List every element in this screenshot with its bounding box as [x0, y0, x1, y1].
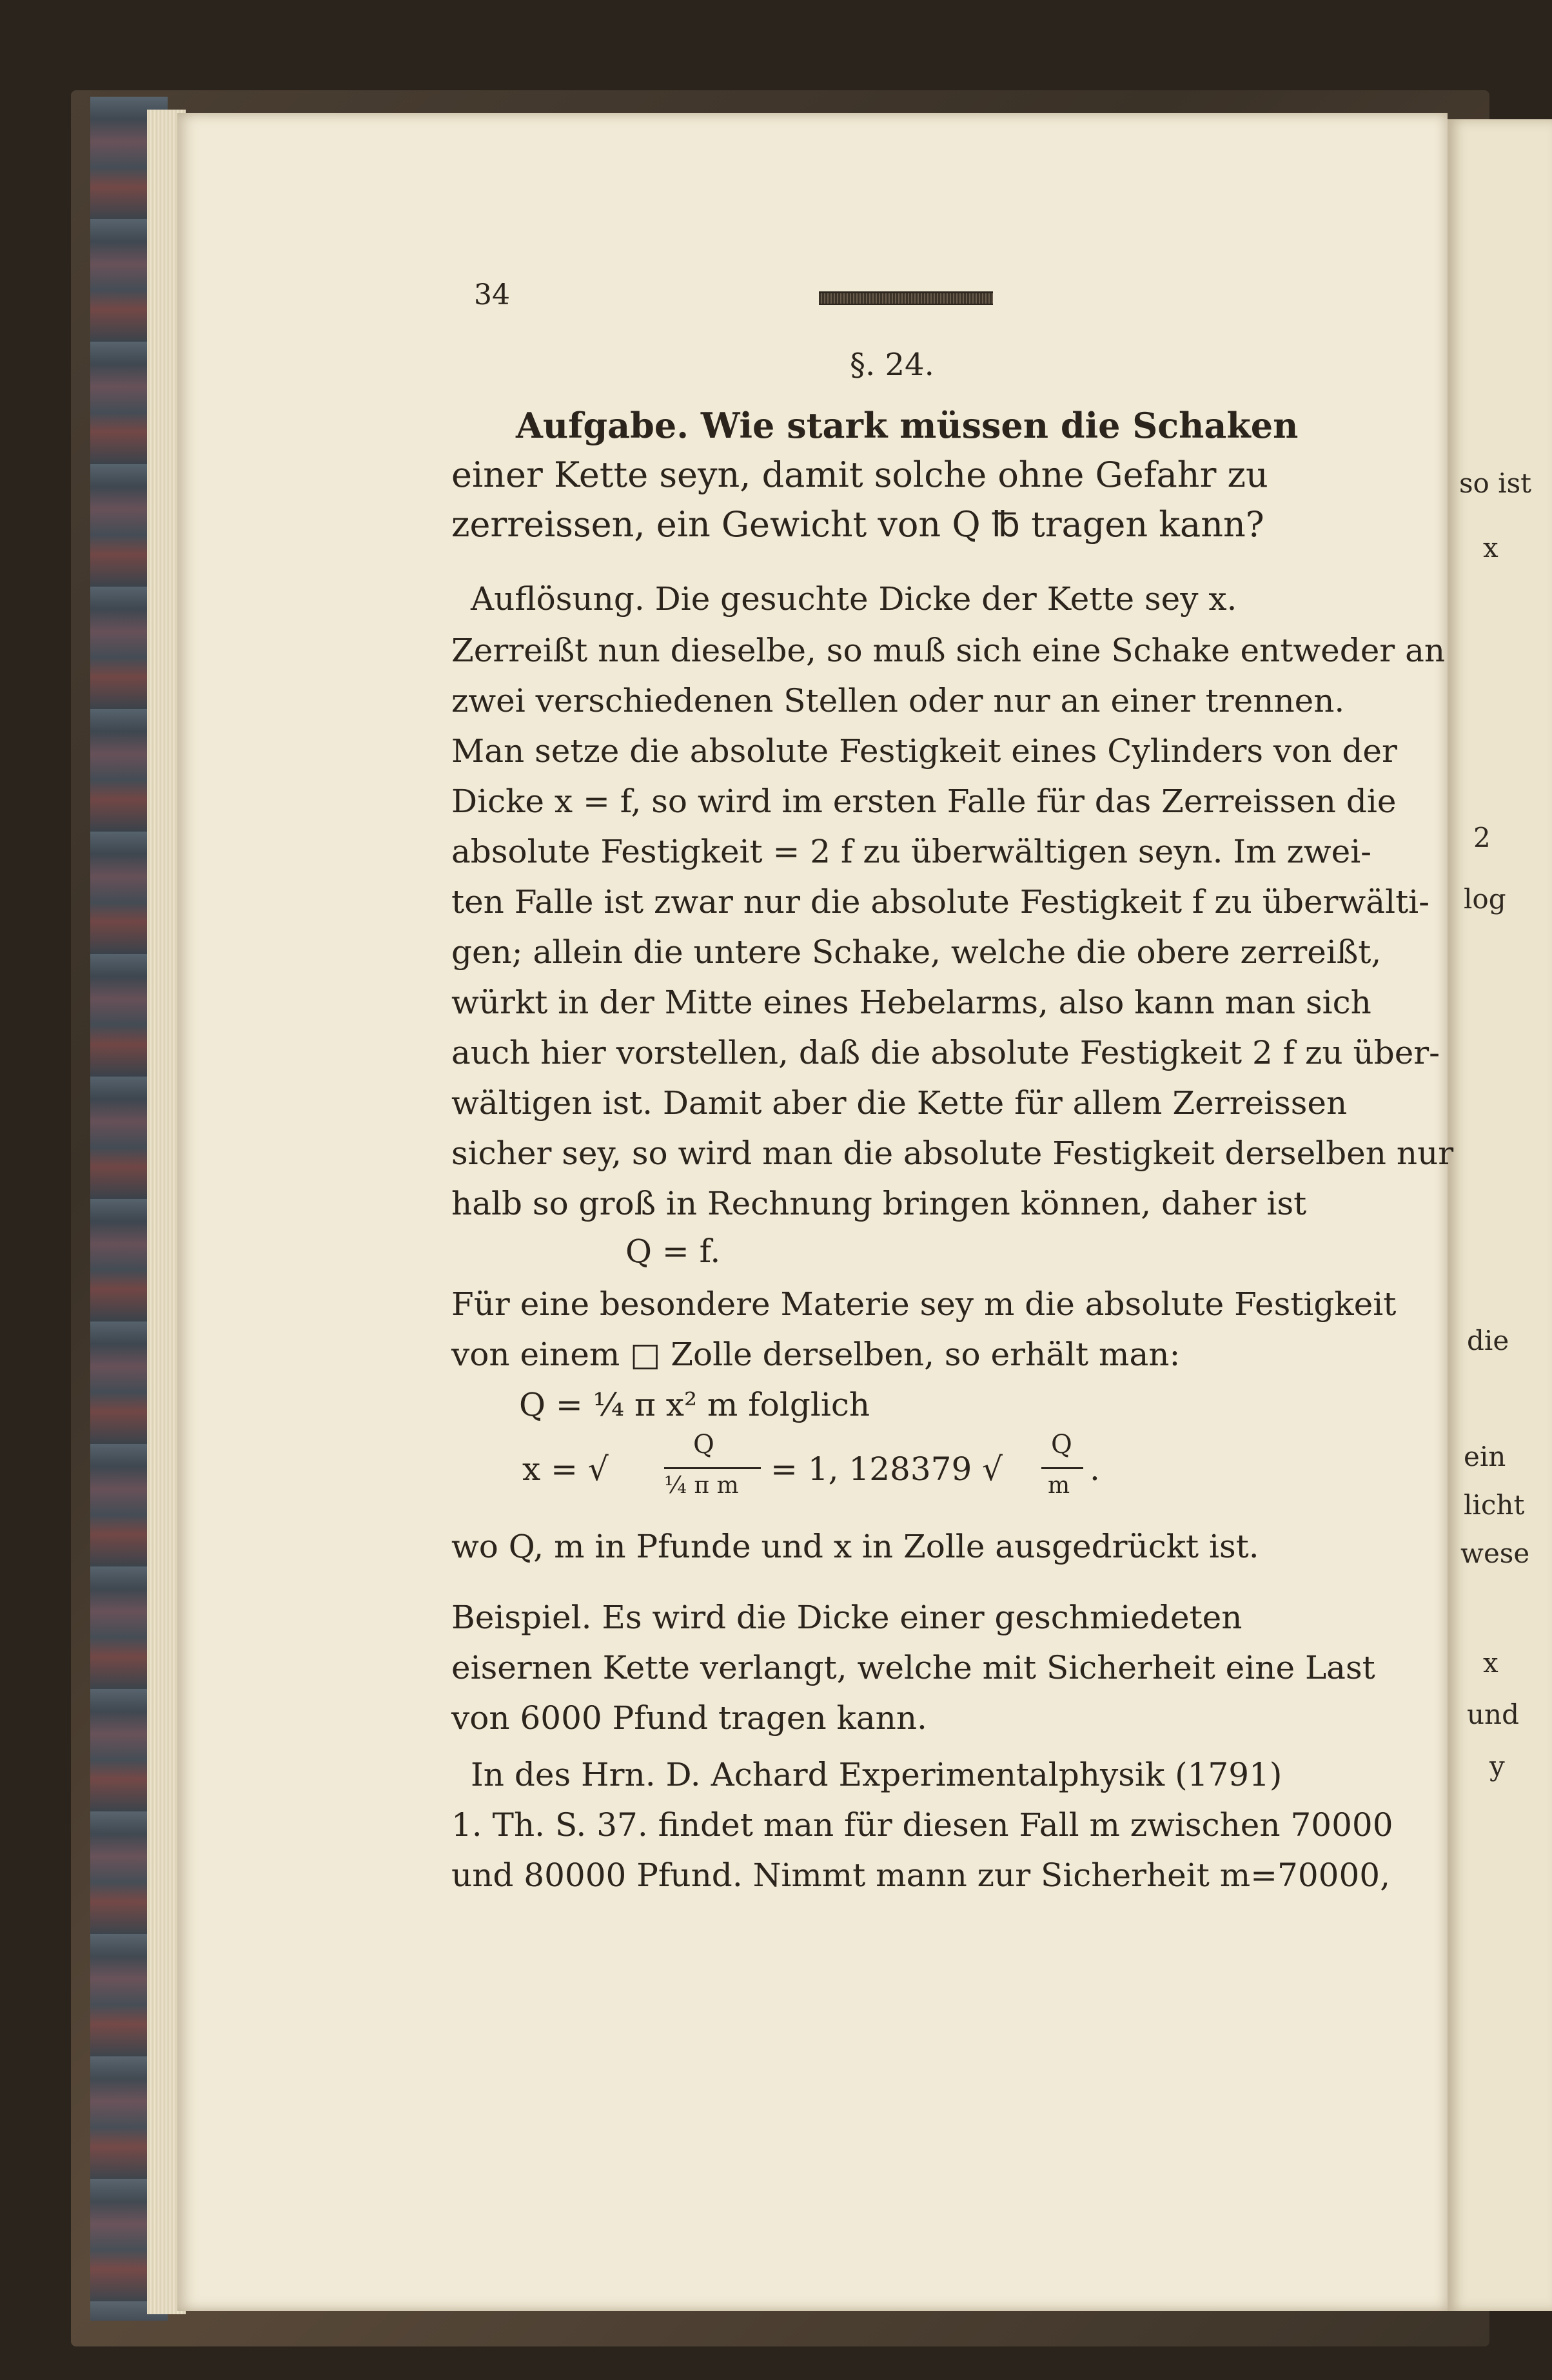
page-number: 34 [474, 278, 510, 311]
fraction-denominator: m [1048, 1472, 1070, 1499]
solution-line: zwei verschiedenen Stellen oder nur an einer trennen. [451, 682, 1345, 719]
next-page-fragment: licht [1464, 1489, 1525, 1521]
equation-area: Q = ¼ π x² m folglich [519, 1386, 870, 1423]
solution-line: Zerreißt nun dieselbe, so muß sich eine Schake entweder an [451, 632, 1446, 669]
next-page-fragment: x [1483, 1647, 1498, 1679]
next-page-fragment: y [1489, 1750, 1505, 1782]
solution-line: wo Q, m in Pfunde und x in Zolle ausgedrückt ist. [451, 1528, 1259, 1565]
example-line: von 6000 Pfund tragen kann. [451, 1699, 927, 1737]
solution-line: Dicke x = f, so wird im ersten Falle für das Zerreissen die [451, 783, 1397, 820]
example-line: und 80000 Pfund. Nimmt mann zur Sicherheit m=70000, [451, 1857, 1390, 1894]
fraction-numerator: Q [1051, 1430, 1072, 1459]
solution-line: halb so groß in Rechnung bringen können, daher ist [451, 1185, 1307, 1222]
example-line: In des Hrn. D. Achard Experimentalphysik (1791) [471, 1756, 1282, 1793]
next-page-fragment: x [1483, 532, 1498, 563]
example-line: 1. Th. S. 37. findet man für diesen Fall m zwischen 70000 [451, 1806, 1393, 1844]
solution-line: sicher sey, so wird man die absolute Festigkeit derselben nur [451, 1135, 1454, 1172]
solution-line: Für eine besondere Materie sey m die absolute Festigkeit [451, 1285, 1397, 1323]
solution-line: von einem □ Zolle derselben, so erhält man: [451, 1336, 1181, 1373]
equation-x-middle: = 1, 128379 √ [771, 1450, 1003, 1488]
problem-line: zerreissen, ein Gewicht von Q ℔ tragen kann? [451, 504, 1264, 545]
solution-line: würkt in der Mitte eines Hebelarms, also kann man sich [451, 984, 1371, 1021]
problem-line: Aufgabe. Wie stark müssen die Schaken [516, 405, 1299, 446]
problem-line: einer Kette seyn, damit solche ohne Gefahr zu [451, 454, 1268, 495]
example-line: eisernen Kette verlangt, welche mit Sicherheit eine Last [451, 1649, 1375, 1686]
solution-line: wältigen ist. Damit aber die Kette für allem Zerreissen [451, 1084, 1348, 1122]
equation-x-lhs: x = √ [522, 1450, 609, 1488]
next-page-fragment: ein [1464, 1441, 1506, 1472]
solution-line: Man setze die absolute Festigkeit eines Cylinders von der [451, 732, 1397, 770]
solution-line: auch hier vorstellen, daß die absolute Festigkeit 2 f zu über- [451, 1034, 1440, 1071]
example-line: Beispiel. Es wird die Dicke einer geschmiedeten [451, 1599, 1243, 1636]
solution-line: Auflösung. Die gesuchte Dicke der Kette sey x. [471, 580, 1237, 618]
next-page-fragment: die [1467, 1325, 1509, 1356]
header-rule-ornament [819, 291, 993, 305]
equation-q-equals-f: Q = f. [625, 1233, 721, 1270]
next-page-fragment: 2 [1473, 822, 1491, 853]
fraction-numerator: Q [693, 1430, 714, 1459]
next-page-fragment: wese [1460, 1537, 1530, 1569]
solution-line: absolute Festigkeit = 2 f zu überwältigen seyn. Im zwei- [451, 833, 1372, 870]
fraction-denominator: ¼ π m [664, 1472, 739, 1499]
next-page-fragment: und [1467, 1699, 1519, 1730]
fraction-bar [1041, 1467, 1083, 1469]
equation-end-period: . [1090, 1450, 1100, 1488]
section-number: §. 24. [850, 347, 934, 383]
solution-line: ten Falle ist zwar nur die absolute Festigkeit f zu überwälti- [451, 883, 1430, 921]
next-page-fragment: so ist [1459, 467, 1532, 499]
next-page-fragment: log [1464, 883, 1506, 915]
fraction-bar [664, 1467, 761, 1469]
solution-line: gen; allein die untere Schake, welche die obere zerreißt, [451, 933, 1382, 971]
next-page-strip [1448, 119, 1552, 2311]
